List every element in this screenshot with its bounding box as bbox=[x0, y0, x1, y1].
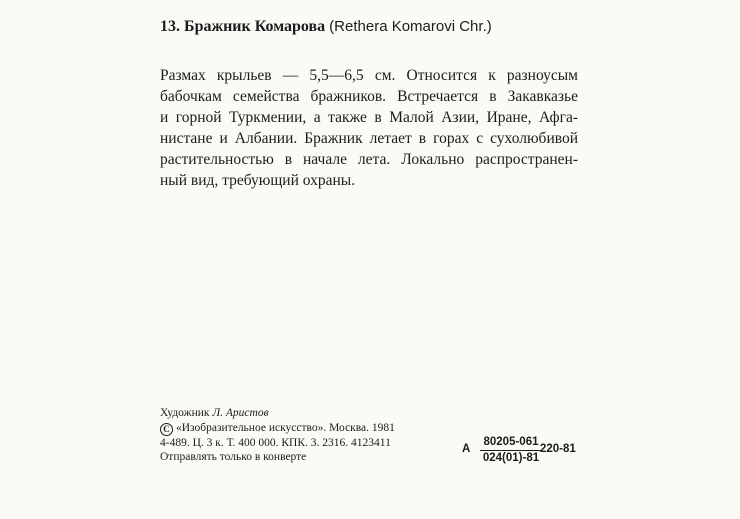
print-info: 4-489. Ц. 3 к. Т. 400 000. КПК. 3. 2316. 4123411 bbox=[160, 436, 391, 449]
artist-name: Л. Аристов bbox=[212, 407, 269, 419]
latin-name: (Rethera Komarovi Chr.) bbox=[329, 18, 492, 35]
publisher: «Изобразительное искусство». Москва. 1981 bbox=[176, 421, 395, 434]
artist-label: Художник bbox=[160, 407, 210, 419]
publication-credits bbox=[160, 406, 395, 465]
card-title bbox=[160, 18, 492, 36]
species-name: Бражник Комарова bbox=[184, 18, 326, 35]
index-numerator: 80205-061 bbox=[483, 436, 539, 448]
mailing-note: Отправлять только в конверте bbox=[160, 451, 307, 463]
fraction-bar bbox=[480, 450, 542, 451]
description-line: ный вид, требующий охраны. bbox=[160, 172, 356, 189]
description-line: растительностью в начале лета. Локально распространен- bbox=[160, 151, 578, 168]
description-line: Размах крыльев — 5,5—6,5 см. Относится к разноусым bbox=[160, 67, 578, 84]
title-number: 13. bbox=[160, 18, 180, 35]
index-code: 220-81 bbox=[540, 443, 576, 455]
index-fraction bbox=[480, 436, 542, 465]
artist-row bbox=[160, 406, 395, 421]
copyright-icon: С bbox=[160, 423, 173, 436]
description bbox=[160, 65, 578, 191]
description-line: и горной Туркмении, а также в Малой Азии, Иране, Афга- bbox=[160, 109, 578, 126]
description-line: бабочкам семейства бражников. Встречается в Закавказье bbox=[160, 88, 578, 105]
description-line: нистане и Албании. Бражник летает в горах с сухолюбивой bbox=[160, 130, 578, 147]
index-letter: А bbox=[462, 443, 471, 455]
publisher-row bbox=[160, 421, 395, 436]
index-denominator: 024(01)-81 bbox=[482, 452, 540, 464]
